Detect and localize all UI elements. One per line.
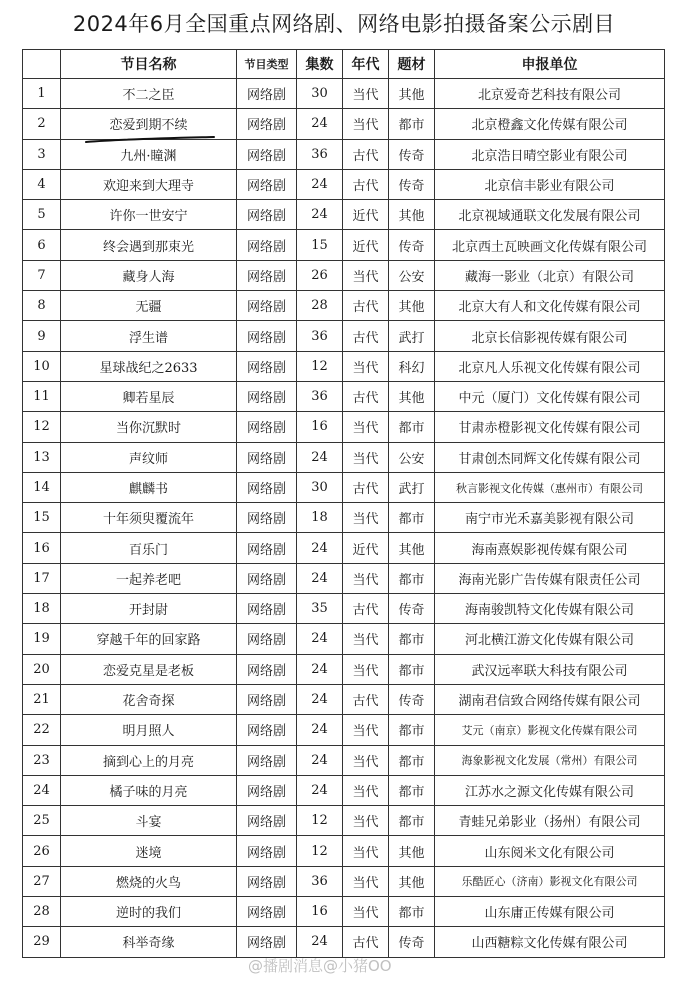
era: 当代 (343, 624, 389, 654)
episode-count: 18 (297, 503, 343, 533)
program-type: 网络剧 (237, 503, 297, 533)
table-row (23, 897, 665, 927)
episode-count: 30 (297, 79, 343, 109)
episode-count: 36 (297, 866, 343, 896)
episode-count: 26 (297, 260, 343, 290)
table-row (23, 745, 665, 775)
genre: 科幻 (389, 351, 435, 381)
program-type: 网络剧 (237, 715, 297, 745)
era: 古代 (343, 321, 389, 351)
program-title: 穿越千年的回家路 (61, 624, 237, 654)
row-number: 9 (23, 321, 61, 351)
genre: 公安 (389, 260, 435, 290)
applicant-company: 南宁市光禾嘉美影视有限公司 (435, 503, 665, 533)
era: 古代 (343, 472, 389, 502)
row-number: 15 (23, 503, 61, 533)
episode-count: 36 (297, 321, 343, 351)
episode-count: 24 (297, 169, 343, 199)
table-row (23, 533, 665, 563)
program-title: 逆时的我们 (61, 897, 237, 927)
episode-count: 16 (297, 897, 343, 927)
episode-count: 12 (297, 806, 343, 836)
era: 当代 (343, 806, 389, 836)
genre: 都市 (389, 775, 435, 805)
program-type: 网络剧 (237, 321, 297, 351)
program-type: 网络剧 (237, 260, 297, 290)
program-type: 网络剧 (237, 169, 297, 199)
table-row (23, 169, 665, 199)
applicant-company: 艾元（南京）影视文化传媒有限公司 (435, 715, 665, 745)
genre: 都市 (389, 503, 435, 533)
row-number: 3 (23, 139, 61, 169)
row-number: 11 (23, 381, 61, 411)
era: 近代 (343, 200, 389, 230)
table-row (23, 381, 665, 411)
row-number: 22 (23, 715, 61, 745)
era: 古代 (343, 291, 389, 321)
episode-count: 24 (297, 715, 343, 745)
row-number: 13 (23, 442, 61, 472)
era: 当代 (343, 654, 389, 684)
table-row (23, 351, 665, 381)
applicant-company: 山东庸正传媒有限公司 (435, 897, 665, 927)
row-number: 29 (23, 927, 61, 957)
program-type: 网络剧 (237, 351, 297, 381)
episode-count: 36 (297, 381, 343, 411)
program-title: 无疆 (61, 291, 237, 321)
genre: 武打 (389, 321, 435, 351)
episode-count: 24 (297, 563, 343, 593)
program-title: 星球战纪之2633 (61, 351, 237, 381)
era: 当代 (343, 351, 389, 381)
header-episodes: 集数 (297, 50, 343, 79)
era: 当代 (343, 836, 389, 866)
applicant-company: 北京西土瓦映画文化传媒有限公司 (435, 230, 665, 260)
genre: 都市 (389, 806, 435, 836)
row-number: 18 (23, 594, 61, 624)
program-type: 网络剧 (237, 381, 297, 411)
genre: 其他 (389, 291, 435, 321)
row-number: 2 (23, 109, 61, 139)
table-row (23, 624, 665, 654)
genre: 都市 (389, 745, 435, 775)
program-type: 网络剧 (237, 836, 297, 866)
pen-underline (84, 135, 216, 145)
genre: 都市 (389, 654, 435, 684)
episode-count: 24 (297, 745, 343, 775)
row-number: 12 (23, 412, 61, 442)
applicant-company: 北京凡人乐视文化传媒有限公司 (435, 351, 665, 381)
episode-count: 24 (297, 533, 343, 563)
genre: 传奇 (389, 230, 435, 260)
row-number: 19 (23, 624, 61, 654)
table-header (23, 50, 665, 79)
applicant-company: 海南光影广告传媒有限责任公司 (435, 563, 665, 593)
row-number: 20 (23, 654, 61, 684)
table-row (23, 503, 665, 533)
program-title: 明月照人 (61, 715, 237, 745)
program-title: 浮生谱 (61, 321, 237, 351)
header-no (23, 50, 61, 79)
table-row (23, 79, 665, 109)
row-number: 8 (23, 291, 61, 321)
program-type: 网络剧 (237, 745, 297, 775)
genre: 传奇 (389, 927, 435, 957)
applicant-company: 北京浩日晴空影业有限公司 (435, 139, 665, 169)
program-type: 网络剧 (237, 775, 297, 805)
program-title: 欢迎来到大理寺 (61, 169, 237, 199)
table-body (23, 79, 665, 958)
row-number: 26 (23, 836, 61, 866)
applicant-company: 海象影视文化发展（常州）有限公司 (435, 745, 665, 775)
applicant-company: 中元（厦门）文化传媒有限公司 (435, 381, 665, 411)
header-applicant: 申报单位 (435, 50, 665, 79)
episode-count: 30 (297, 472, 343, 502)
program-type: 网络剧 (237, 291, 297, 321)
applicant-company: 北京橙鑫文化传媒有限公司 (435, 109, 665, 139)
program-title: 藏身人海 (61, 260, 237, 290)
episode-count: 16 (297, 412, 343, 442)
genre: 都市 (389, 412, 435, 442)
table-row (23, 442, 665, 472)
program-title: 橘子味的月亮 (61, 775, 237, 805)
era: 当代 (343, 503, 389, 533)
program-title: 一起养老吧 (61, 563, 237, 593)
program-title: 燃烧的火鸟 (61, 866, 237, 896)
episode-count: 24 (297, 775, 343, 805)
era: 当代 (343, 563, 389, 593)
program-title: 花舍奇探 (61, 684, 237, 714)
era: 当代 (343, 866, 389, 896)
program-type: 网络剧 (237, 866, 297, 896)
genre: 都市 (389, 897, 435, 927)
header-era: 年代 (343, 50, 389, 79)
applicant-company: 秋言影视文化传媒（惠州市）有限公司 (435, 472, 665, 502)
header-type: 节目类型 (237, 50, 297, 79)
genre: 其他 (389, 200, 435, 230)
genre: 传奇 (389, 594, 435, 624)
genre: 传奇 (389, 684, 435, 714)
program-type: 网络剧 (237, 594, 297, 624)
row-number: 10 (23, 351, 61, 381)
era: 古代 (343, 381, 389, 411)
episode-count: 24 (297, 684, 343, 714)
episode-count: 12 (297, 836, 343, 866)
era: 古代 (343, 139, 389, 169)
table-row (23, 563, 665, 593)
filing-table (22, 49, 665, 958)
program-type: 网络剧 (237, 684, 297, 714)
era: 近代 (343, 533, 389, 563)
era: 古代 (343, 594, 389, 624)
row-number: 6 (23, 230, 61, 260)
row-number: 24 (23, 775, 61, 805)
applicant-company: 北京大有人和文化传媒有限公司 (435, 291, 665, 321)
page-title: 2024年6月全国重点网络剧、网络电影拍摄备案公示剧目 (72, 12, 616, 36)
program-type: 网络剧 (237, 533, 297, 563)
applicant-company: 山东阅米文化有限公司 (435, 836, 665, 866)
table-row (23, 200, 665, 230)
episode-count: 24 (297, 654, 343, 684)
applicant-company: 甘肃创杰同辉文化传媒有限公司 (435, 442, 665, 472)
row-number: 25 (23, 806, 61, 836)
era: 当代 (343, 442, 389, 472)
program-title: 许你一世安宁 (61, 200, 237, 230)
program-title: 麒麟书 (61, 472, 237, 502)
program-type: 网络剧 (237, 109, 297, 139)
table-row (23, 836, 665, 866)
era: 当代 (343, 260, 389, 290)
applicant-company: 山西糖粽文化传媒有限公司 (435, 927, 665, 957)
genre: 武打 (389, 472, 435, 502)
era: 古代 (343, 684, 389, 714)
row-number: 27 (23, 866, 61, 896)
row-number: 28 (23, 897, 61, 927)
program-type: 网络剧 (237, 79, 297, 109)
genre: 其他 (389, 79, 435, 109)
applicant-company: 北京信丰影业有限公司 (435, 169, 665, 199)
program-type: 网络剧 (237, 927, 297, 957)
episode-count: 24 (297, 624, 343, 654)
program-title: 十年须臾覆流年 (61, 503, 237, 533)
program-title: 终会遇到那束光 (61, 230, 237, 260)
episode-count: 28 (297, 291, 343, 321)
table-row (23, 321, 665, 351)
program-title: 当你沉默时 (61, 412, 237, 442)
program-type: 网络剧 (237, 654, 297, 684)
program-title: 声纹师 (61, 442, 237, 472)
genre: 其他 (389, 866, 435, 896)
applicant-company: 甘肃赤橙影视文化传媒有限公司 (435, 412, 665, 442)
era: 当代 (343, 109, 389, 139)
program-type: 网络剧 (237, 897, 297, 927)
episode-count: 15 (297, 230, 343, 260)
table-row (23, 715, 665, 745)
program-type: 网络剧 (237, 442, 297, 472)
table-row (23, 472, 665, 502)
program-type: 网络剧 (237, 806, 297, 836)
header-title: 节目名称 (61, 50, 237, 79)
row-number: 17 (23, 563, 61, 593)
applicant-company: 北京视域通联文化发展有限公司 (435, 200, 665, 230)
applicant-company: 河北横江游文化传媒有限公司 (435, 624, 665, 654)
episode-count: 24 (297, 442, 343, 472)
genre: 公安 (389, 442, 435, 472)
era: 古代 (343, 927, 389, 957)
applicant-company: 藏海一影业（北京）有限公司 (435, 260, 665, 290)
episode-count: 12 (297, 351, 343, 381)
applicant-company: 海南骏凯特文化传媒有限公司 (435, 594, 665, 624)
era: 古代 (343, 169, 389, 199)
row-number: 5 (23, 200, 61, 230)
table-row (23, 654, 665, 684)
row-number: 1 (23, 79, 61, 109)
era: 近代 (343, 230, 389, 260)
header-row (23, 50, 665, 79)
applicant-company: 北京长信影视传媒有限公司 (435, 321, 665, 351)
genre: 其他 (389, 533, 435, 563)
header-genre: 题材 (389, 50, 435, 79)
program-type: 网络剧 (237, 139, 297, 169)
program-title: 开封尉 (61, 594, 237, 624)
genre: 都市 (389, 109, 435, 139)
applicant-company: 青蛙兄弟影业（扬州）有限公司 (435, 806, 665, 836)
applicant-company: 江苏水之源文化传媒有限公司 (435, 775, 665, 805)
genre: 传奇 (389, 139, 435, 169)
table-row (23, 806, 665, 836)
table-row (23, 412, 665, 442)
table-row (23, 866, 665, 896)
era: 当代 (343, 715, 389, 745)
program-type: 网络剧 (237, 412, 297, 442)
program-title: 迷境 (61, 836, 237, 866)
program-type: 网络剧 (237, 230, 297, 260)
applicant-company: 武汉远率联大科技有限公司 (435, 654, 665, 684)
era: 当代 (343, 775, 389, 805)
episode-count: 36 (297, 139, 343, 169)
program-type: 网络剧 (237, 200, 297, 230)
program-type: 网络剧 (237, 624, 297, 654)
table-row (23, 291, 665, 321)
program-title: 百乐门 (61, 533, 237, 563)
program-title: 斗宴 (61, 806, 237, 836)
row-number: 16 (23, 533, 61, 563)
table-row (23, 927, 665, 957)
program-title: 科举奇缘 (61, 927, 237, 957)
program-title: 不二之臣 (61, 79, 237, 109)
program-title: 摘到心上的月亮 (61, 745, 237, 775)
program-type: 网络剧 (237, 472, 297, 502)
era: 当代 (343, 412, 389, 442)
genre: 都市 (389, 563, 435, 593)
table-row (23, 594, 665, 624)
genre: 都市 (389, 624, 435, 654)
watermark-text: @播剧消息@小猪OO (248, 957, 392, 975)
program-type: 网络剧 (237, 563, 297, 593)
row-number: 7 (23, 260, 61, 290)
applicant-company: 乐酷匠心（济南）影视文化有限公司 (435, 866, 665, 896)
applicant-company: 海南熹娱影视传媒有限公司 (435, 533, 665, 563)
program-title: 恋爱克星是老板 (61, 654, 237, 684)
table-row (23, 230, 665, 260)
row-number: 21 (23, 684, 61, 714)
episode-count: 35 (297, 594, 343, 624)
program-title: 恋爱到期不续 (61, 109, 237, 139)
row-number: 14 (23, 472, 61, 502)
table-row (23, 260, 665, 290)
row-number: 23 (23, 745, 61, 775)
era: 当代 (343, 745, 389, 775)
era: 当代 (343, 79, 389, 109)
genre: 都市 (389, 715, 435, 745)
applicant-company: 北京爱奇艺科技有限公司 (435, 79, 665, 109)
episode-count: 24 (297, 200, 343, 230)
row-number: 4 (23, 169, 61, 199)
genre: 其他 (389, 836, 435, 866)
genre: 传奇 (389, 169, 435, 199)
episode-count: 24 (297, 109, 343, 139)
table-row (23, 775, 665, 805)
program-title: 卿若星辰 (61, 381, 237, 411)
applicant-company: 湖南君信致合网络传媒有限公司 (435, 684, 665, 714)
era: 当代 (343, 897, 389, 927)
program-title: 九州·瞳渊 (61, 139, 237, 169)
episode-count: 24 (297, 927, 343, 957)
genre: 其他 (389, 381, 435, 411)
table-row (23, 684, 665, 714)
